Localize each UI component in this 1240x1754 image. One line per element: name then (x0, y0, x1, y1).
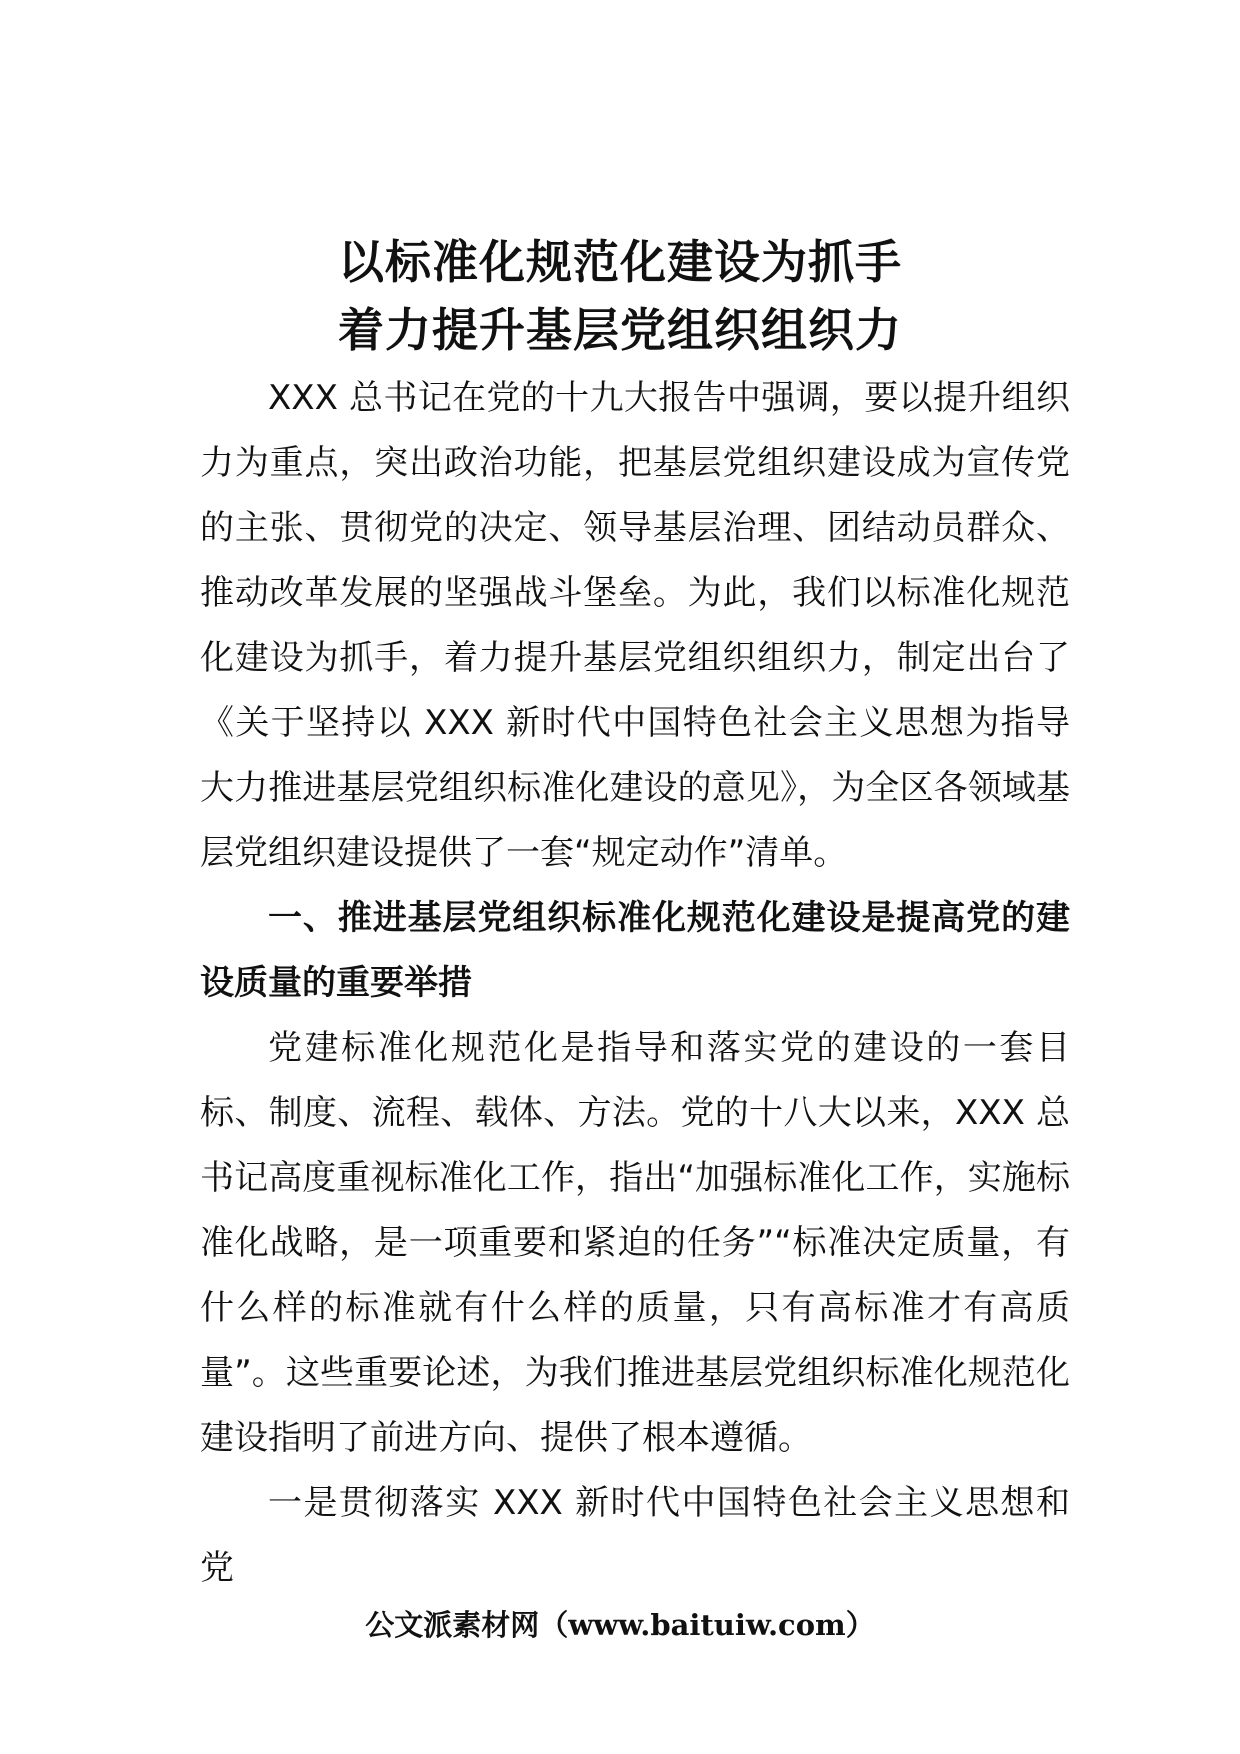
section-1-point-1: 一是贯彻落实 XXX 新时代中国特色社会主义思想和党 (200, 1483, 1070, 1588)
document-body (200, 366, 1070, 1601)
section-heading-1: 一、推进基层党组织标准化规范化建设是提高党的建设质量的重要举措 (200, 898, 1070, 1003)
footer-watermark: 公文派素材网（www.baituiw.com） (365, 1608, 875, 1642)
intro-paragraph: XXX 总书记在党的十九大报告中强调，要以提升组织力为重点，突出政治功能，把基层党组织建设成为宣传党的主张、贯彻党的决定、领导基层治理、团结动员群众、推动改革发展的坚强战斗堡垒。为此，我们以标准化规范化建设为抓手，着力提升基层党组织组织力，制定出台了《关于坚持以 XXX 新时代中国特色社会主义思想为指导大力推进基层党组织标准化建设的意见》，为全区各领域基层党组织建设提供了一套“规定动作”清单。 (200, 378, 1070, 873)
document-title-line-2: 着力提升基层党组织组织力 (338, 303, 902, 357)
section-1-paragraph: 党建标准化规范化是指导和落实党的建设的一套目标、制度、流程、载体、方法。党的十八大以来，XXX 总书记高度重视标准化工作，指出“加强标准化工作，实施标准化战略，是一项重要和紧迫的任务”“标准决定质量，有什么样的标准就有什么样的质量，只有高标准才有高质量”。这些重要论述，为我们推进基层党组织标准化规范化建设指明了前进方向、提供了根本遵循。 (200, 1028, 1070, 1458)
document-title-line-1: 以标准化规范化建设为抓手 (338, 235, 902, 289)
